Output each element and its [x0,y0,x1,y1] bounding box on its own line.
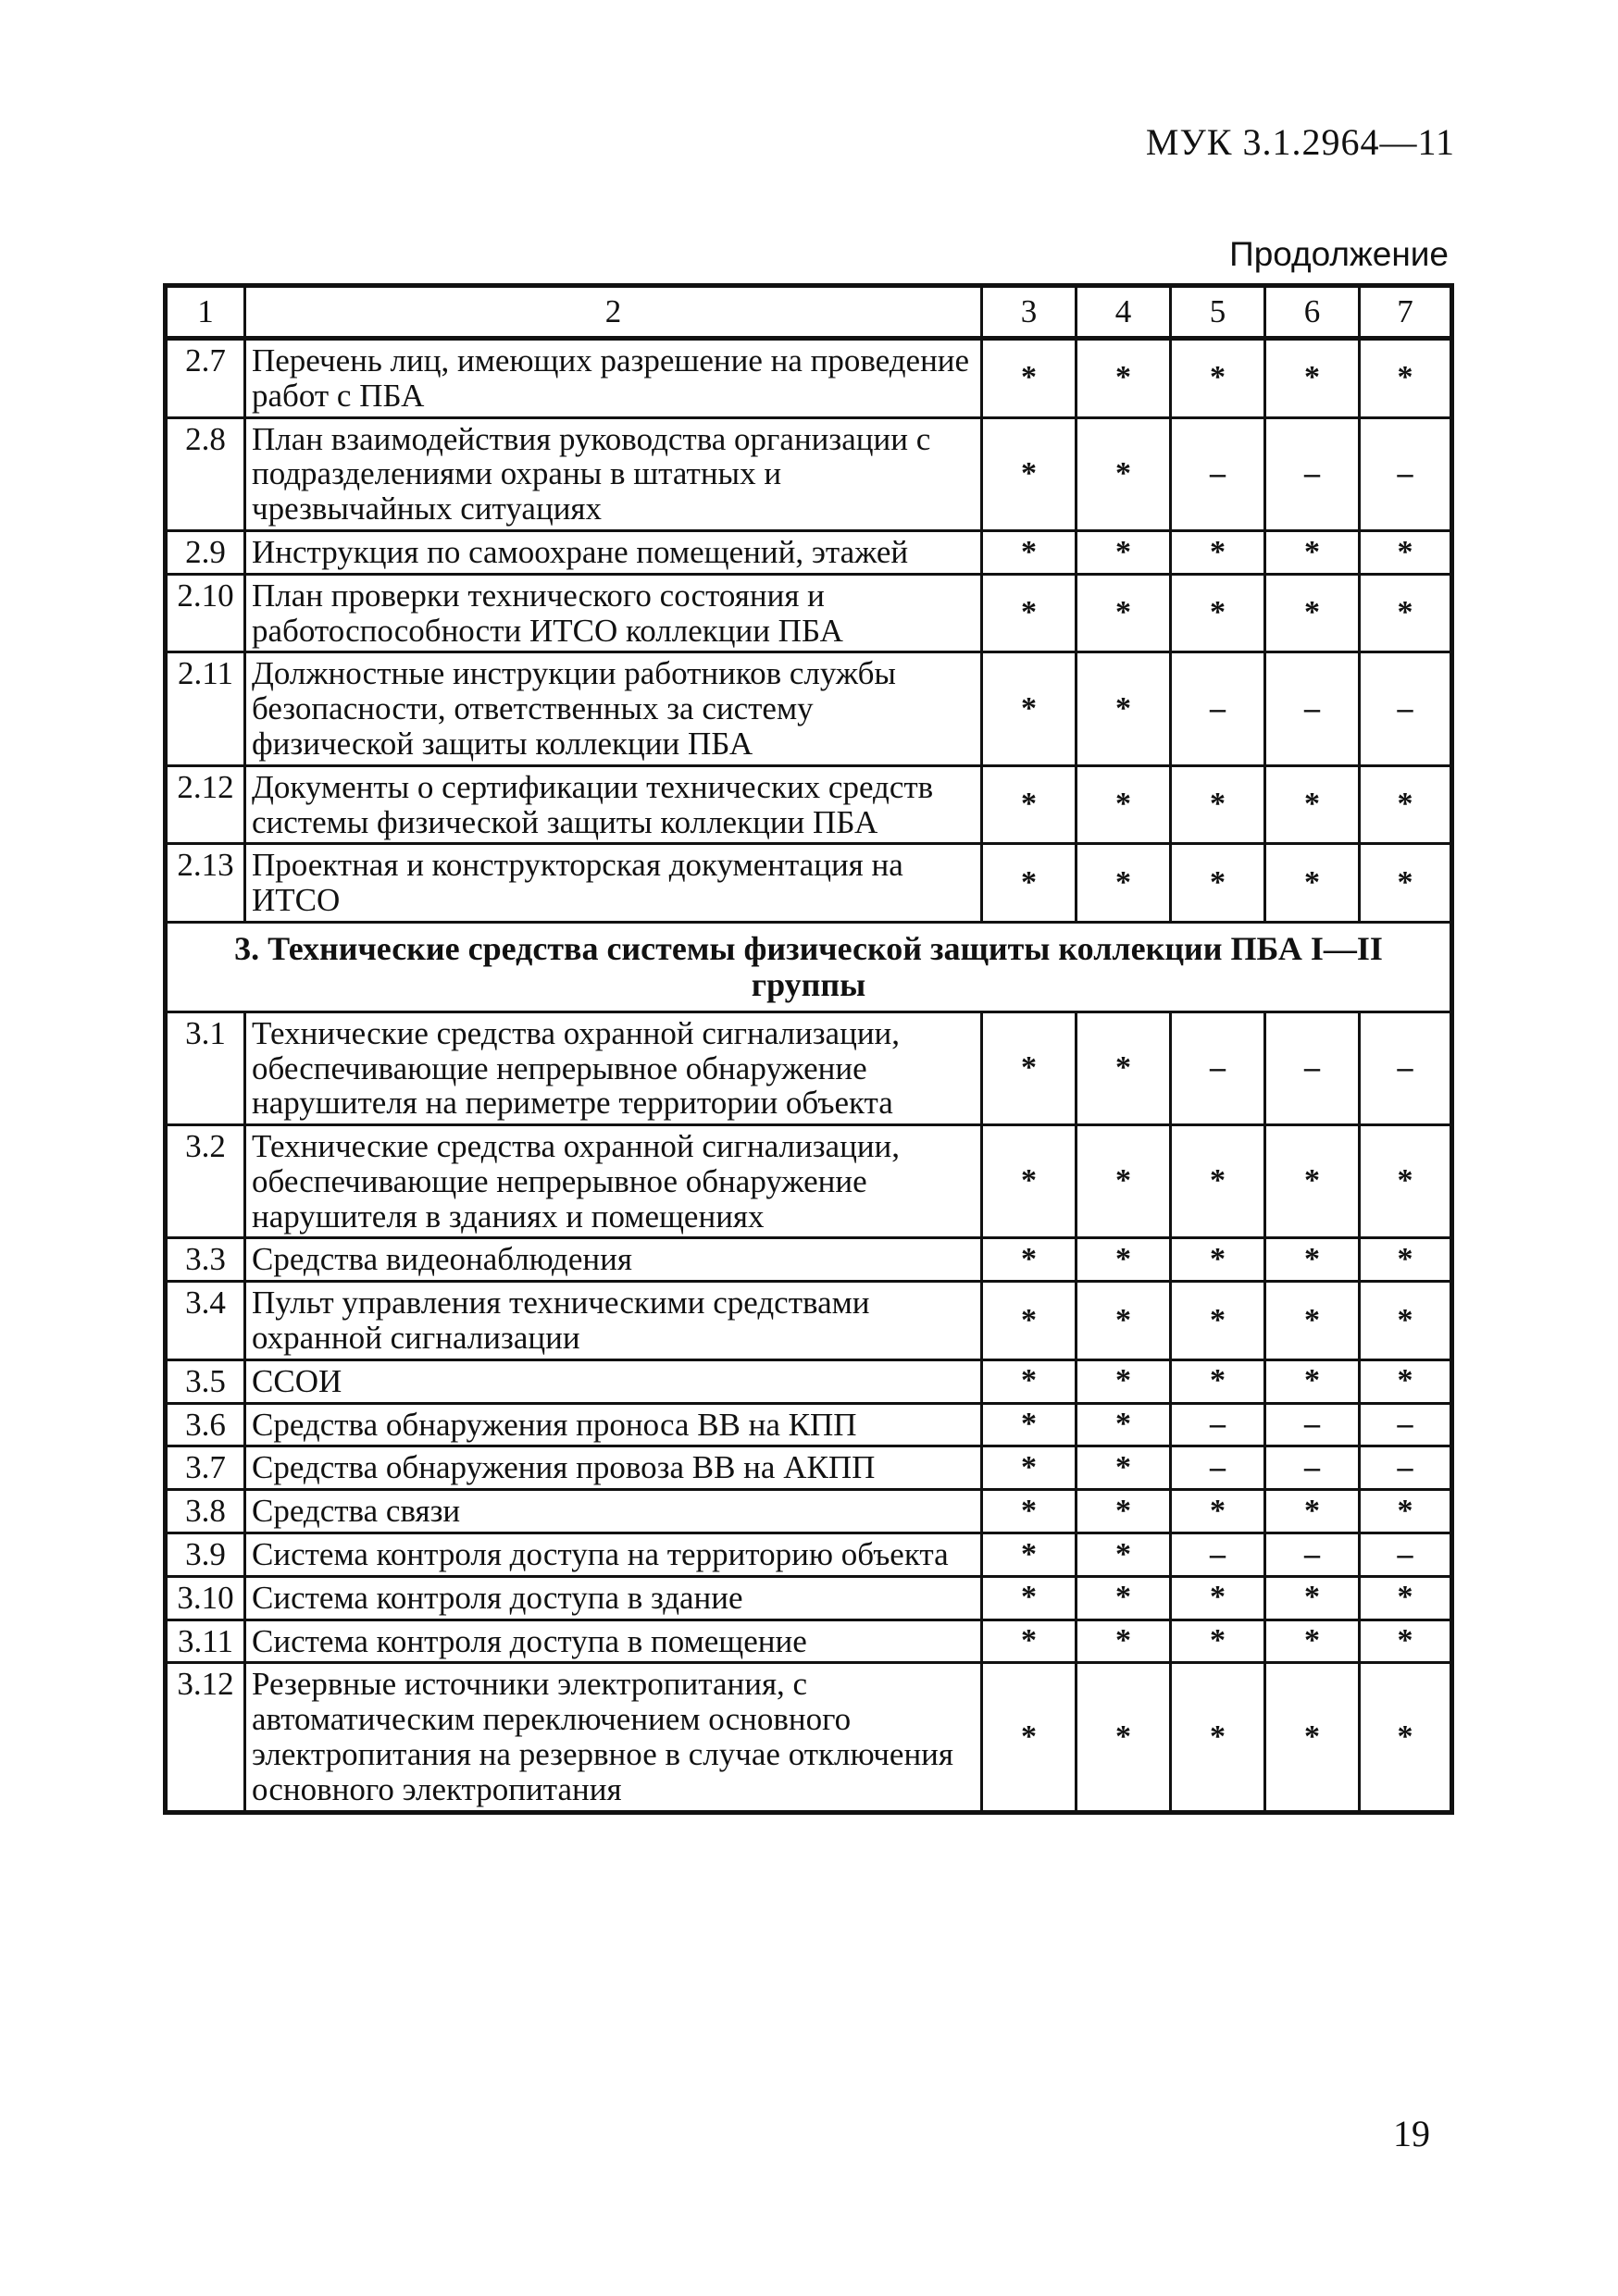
row-number: 2.11 [166,652,245,765]
row-number: 2.12 [166,765,245,844]
row-mark: * [1360,1663,1452,1812]
column-header: 7 [1360,286,1452,339]
row-mark: * [982,1620,1077,1663]
row-mark: * [1077,530,1171,574]
row-mark: – [1265,1011,1360,1124]
row-description: Средства связи [245,1490,982,1533]
row-mark: * [1265,339,1360,418]
row-mark: * [1360,1490,1452,1533]
section-row [166,922,1452,1011]
row-mark: * [1077,1282,1171,1360]
row-mark: – [1360,1533,1452,1577]
table-row [166,1620,1452,1663]
row-number: 3.8 [166,1490,245,1533]
row-mark: * [982,574,1077,652]
row-mark: * [982,765,1077,844]
row-mark: * [982,1282,1077,1360]
column-header: 6 [1265,286,1360,339]
row-mark: * [982,1490,1077,1533]
table-row [166,1663,1452,1812]
row-mark: * [1077,652,1171,765]
row-mark: – [1171,1533,1265,1577]
row-mark: * [1171,844,1265,923]
row-mark: – [1360,1011,1452,1124]
row-description: Должностные инструкции работников службы безопасности, ответственных за систему физической защиты коллекции ПБА [245,652,982,765]
row-mark: * [1360,844,1452,923]
table-row [166,1359,1452,1403]
row-mark: – [1360,1403,1452,1446]
table-row [166,1490,1452,1533]
row-mark: * [1077,765,1171,844]
table-row [166,1576,1452,1620]
row-number: 3.3 [166,1238,245,1282]
row-mark: * [1265,1576,1360,1620]
row-mark: – [1360,652,1452,765]
row-mark: – [1265,1446,1360,1490]
row-number: 3.9 [166,1533,245,1577]
row-mark: * [1265,765,1360,844]
row-mark: * [1171,1490,1265,1533]
row-mark: * [982,530,1077,574]
table-row [166,417,1452,530]
row-mark: * [982,417,1077,530]
row-number: 3.2 [166,1125,245,1238]
row-mark: * [1077,1446,1171,1490]
row-description: Пульт управления техническими средствами охранной сигнализации [245,1282,982,1360]
row-mark: * [1077,574,1171,652]
row-mark: * [982,1011,1077,1124]
row-mark: * [1360,765,1452,844]
row-mark: * [1171,1282,1265,1360]
row-mark: * [1360,530,1452,574]
row-mark: * [1360,1576,1452,1620]
row-description: Технические средства охранной сигнализации, обеспечивающие непрерывное обнаружение нарушителя в зданиях и помещениях [245,1125,982,1238]
row-description: Перечень лиц, имеющих разрешение на проведение работ с ПБА [245,339,982,418]
row-mark: – [1265,1533,1360,1577]
row-mark: * [1077,1663,1171,1812]
row-mark: * [1077,1403,1171,1446]
row-mark: * [1077,1533,1171,1577]
row-mark: * [1360,1238,1452,1282]
row-mark: * [1360,574,1452,652]
row-mark: * [1171,574,1265,652]
row-mark: * [1077,417,1171,530]
row-description: Средства обнаружения провоза ВВ на АКПП [245,1446,982,1490]
row-mark: – [1171,1446,1265,1490]
table-row [166,530,1452,574]
row-description: Проектная и конструкторская документация на ИТСО [245,844,982,923]
table-row [166,652,1452,765]
row-mark: * [1265,1490,1360,1533]
column-header: 5 [1171,286,1265,339]
row-description: План взаимодействия руководства организации с подразделениями охраны в штатных и чрезвычайных ситуациях [245,417,982,530]
row-mark: * [1171,1576,1265,1620]
table-row [166,339,1452,418]
row-mark: – [1265,417,1360,530]
row-number: 2.10 [166,574,245,652]
row-description: Система контроля доступа в здание [245,1576,982,1620]
row-description: Система контроля доступа в помещение [245,1620,982,1663]
row-mark: * [1077,1620,1171,1663]
row-mark: * [1171,1663,1265,1812]
row-mark: * [1360,1125,1452,1238]
row-number: 2.7 [166,339,245,418]
column-header-row [166,286,1452,339]
table-row [166,1282,1452,1360]
page-number: 19 [1393,2113,1430,2154]
row-description: Технические средства охранной сигнализации, обеспечивающие непрерывное обнаружение нарушителя на периметре территории объекта [245,1011,982,1124]
row-mark: * [1265,1282,1360,1360]
row-number: 2.9 [166,530,245,574]
row-mark: * [1077,844,1171,923]
row-mark: * [1077,1238,1171,1282]
row-mark: * [1265,1620,1360,1663]
row-mark: * [1171,765,1265,844]
table-row [166,1238,1452,1282]
row-mark: * [1077,1011,1171,1124]
row-number: 3.6 [166,1403,245,1446]
row-mark: – [1171,417,1265,530]
row-mark: * [1077,339,1171,418]
row-mark: * [1171,1359,1265,1403]
row-mark: * [1360,339,1452,418]
row-mark: * [982,652,1077,765]
row-mark: * [1077,1359,1171,1403]
row-number: 2.8 [166,417,245,530]
row-description: Средства обнаружения проноса ВВ на КПП [245,1403,982,1446]
row-mark: – [1171,1011,1265,1124]
continuation-label: Продолжение [1229,235,1449,273]
row-mark: * [982,339,1077,418]
row-description: Система контроля доступа на территорию объекта [245,1533,982,1577]
row-mark: * [1171,1125,1265,1238]
column-header: 1 [166,286,245,339]
table-row [166,1011,1452,1124]
row-mark: * [982,1125,1077,1238]
row-mark: * [1265,1359,1360,1403]
row-mark: * [982,844,1077,923]
row-mark: * [982,1403,1077,1446]
table-row [166,1446,1452,1490]
row-mark: – [1265,652,1360,765]
table-row [166,1403,1452,1446]
document-code: МУК 3.1.2964—11 [1145,121,1455,163]
row-mark: * [1265,530,1360,574]
row-mark: * [1077,1576,1171,1620]
requirements-table [163,283,1454,1815]
row-mark: * [1077,1490,1171,1533]
row-number: 2.13 [166,844,245,923]
row-mark: * [982,1663,1077,1812]
row-description: Резервные источники электропитания, с автоматическим переключением основного электропитания на резервное в случае отключения основного электропитания [245,1663,982,1812]
row-mark: * [982,1533,1077,1577]
table-row [166,844,1452,923]
column-header: 4 [1077,286,1171,339]
row-mark: * [1265,574,1360,652]
row-mark: * [982,1359,1077,1403]
row-description: Документы о сертификации технических средств системы физической защиты коллекции ПБА [245,765,982,844]
row-mark: – [1171,1403,1265,1446]
column-header: 3 [982,286,1077,339]
column-header: 2 [245,286,982,339]
section-title: 3. Технические средства системы физической защиты коллекции ПБА I—II группы [166,922,1452,1011]
row-number: 3.1 [166,1011,245,1124]
row-mark: * [1171,530,1265,574]
row-mark: – [1171,652,1265,765]
row-mark: * [1360,1620,1452,1663]
row-number: 3.12 [166,1663,245,1812]
row-mark: – [1360,1446,1452,1490]
row-mark: * [1171,339,1265,418]
row-mark: * [1265,844,1360,923]
row-mark: * [1265,1663,1360,1812]
row-mark: * [1265,1238,1360,1282]
row-description: План проверки технического состояния и работоспособности ИТСО коллекции ПБА [245,574,982,652]
row-description: Инструкция по самоохране помещений, этажей [245,530,982,574]
row-mark: – [1265,1403,1360,1446]
row-mark: * [982,1576,1077,1620]
row-mark: * [1265,1125,1360,1238]
row-description: ССОИ [245,1359,982,1403]
row-description: Средства видеонаблюдения [245,1238,982,1282]
row-mark: – [1360,417,1452,530]
table-row [166,574,1452,652]
row-number: 3.4 [166,1282,245,1360]
row-number: 3.5 [166,1359,245,1403]
table-row [166,765,1452,844]
row-mark: * [1360,1359,1452,1403]
row-number: 3.10 [166,1576,245,1620]
row-mark: * [1171,1238,1265,1282]
table-row [166,1533,1452,1577]
row-mark: * [1077,1125,1171,1238]
table-row [166,1125,1452,1238]
row-mark: * [982,1238,1077,1282]
row-mark: * [1171,1620,1265,1663]
row-number: 3.7 [166,1446,245,1490]
row-mark: * [1360,1282,1452,1360]
row-mark: * [982,1446,1077,1490]
row-number: 3.11 [166,1620,245,1663]
